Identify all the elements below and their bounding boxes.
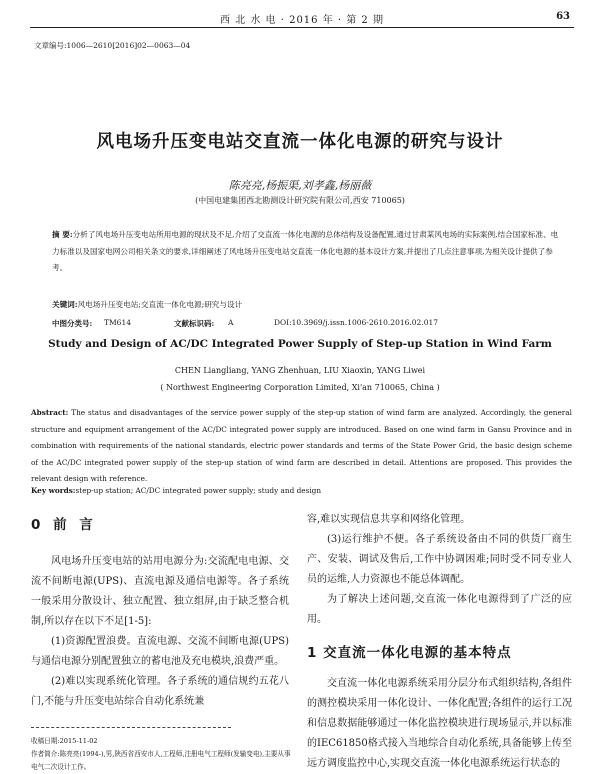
doi: DOI:10.3969/j.issn.1006-2610.2016.02.017 [274,318,439,327]
clc-value: TM614 [104,318,131,327]
abstract-en [31,405,572,488]
section-heading-0: 0 前 言 [31,517,97,533]
body-column-right [307,510,572,774]
authors-en: CHEN Liangliang, YANG Zhenhuan, LIU Xiaoxin, YANG Liwei [174,366,426,375]
footnote-divider [31,727,231,728]
paper-title-cn: 风电场升压变电站交直流一体化电源的研究与设计 [96,132,504,152]
doc-code-label: 文献标识码: [174,319,215,328]
paper-title-en: Study and Design of AC/DC Integrated Power Supply of Step-up Station in Wind Farm [48,338,552,350]
body-paragraph: 容,难以实现信息共享和网络化管理。 [307,514,471,525]
footnote-author-info: 作者简介:陈亮亮(1994-),男,陕西省西安市人,工程师,注册电气工程师(发输变电),主要从事电气二次设计工作。 [31,750,291,771]
authors-cn: 陈亮亮,杨振渠,刘孝鑫,杨丽薇 [228,179,372,192]
running-header [30,9,574,28]
doc-code-value: A [228,318,234,327]
abstract-cn [52,227,560,277]
abstract-en-label: Abstract: [31,408,69,417]
footnote-received: 收稿日期:2015-11-02 [31,737,98,745]
keywords-en [31,486,572,495]
abstract-cn-text: 分析了风电场升压变电站所用电源的现状及不足,介绍了交直流一体化电源的总体结构及设备配置,通过甘肃某风电场的实际案例,结合国家标准、电力标准以及国家电网公司相关条文的要求,详细阐述了风电场升压变电站交直流一体化电源的基本设计方案,并提出了几点注意事项,为相关设计提供了参考。 [52,230,559,272]
affiliation-en: ( Northwest Engineering Corporation Limited, Xi'an 710065, China ) [160,383,440,392]
body-paragraph: (3)运行维护不便。各子系统设备由不同的供货厂商生产、安装、调试及售后,工作中协调困难;同时受不同专业人员的运维,人力资源也不能总体调配。 [307,534,572,585]
article-number: 文章编号:1006—2610[2016]02—0063—04 [34,41,191,50]
page-number: 63 [556,11,570,22]
keywords-en-text: step-up station; AC/DC integrated power supply; study and design [75,486,322,495]
keywords-cn-text: 风电场升压变电站;交直流一体化电源;研究与设计 [77,300,243,309]
affiliation-cn: (中国电建集团西北勘测设计研究院有限公司,西安 710065) [195,196,405,205]
journal-line: 西 北 水 电 · 2016 年 · 第 2 期 [220,15,384,26]
body-column-left [31,510,289,712]
keywords-cn-label: 关键词: [52,300,78,309]
body-paragraph: (2)难以实现系统化管理。各子系统的通信规约五花八门,不能与升压变电站综合自动化系统兼 [31,676,289,707]
keywords-en-label: Key words: [31,486,76,495]
body-paragraph: 为了解决上述问题,交直流一体化电源得到了广泛的应用。 [307,594,572,625]
body-paragraph: (1)资源配置浪费。直流电源、交流不间断电源(UPS)与通信电源分别配置独立的蓄电池及充电模块,浪费严重。 [31,636,289,667]
section-heading-1: 1 交直流一体化电源的基本特点 [307,645,512,661]
keywords-cn [52,299,560,310]
abstract-cn-label: 摘 要: [52,230,73,239]
body-paragraph: 风电场升压变电站的站用电源分为:交流配电电源、交流不间断电源(UPS)、直流电源及通信电源等。各子系统一般采用分散设计、独立配置、独立组屏,由于缺乏整合机制,所以存在以下不足[1-5]: [31,556,289,627]
clc-label: 中图分类号: [52,319,93,328]
abstract-en-text: The status and disadvantages of the service power supply of the step-up station of wind farm are analyzed. Accordingly, the general structure and equipment arrangement of the AC/DC integrated power supply are introduced. Based on one wind farm in Gansu Province and in combination with requirements of the national standards, electric power standards and terms of the State Power Grid, the basic design scheme of the AC/DC integrated power supply of the step-up station of wind farm are described in detail. Attentions are proposed. This provides the relevant design with reference. [31,408,572,483]
body-paragraph: 交直流一体化电源系统采用分层分布式组织结构,各组件的测控模块采用一体化设计、一体化配置;各组件的运行工况和信息数据能够通过一体化监控模块进行现场显示,并以标准的IEC61850格式接入当地综合自动化系统,具备能够上传至远方调度监控中心,实现交直流一体化电源系统运行状态的 [307,678,572,769]
